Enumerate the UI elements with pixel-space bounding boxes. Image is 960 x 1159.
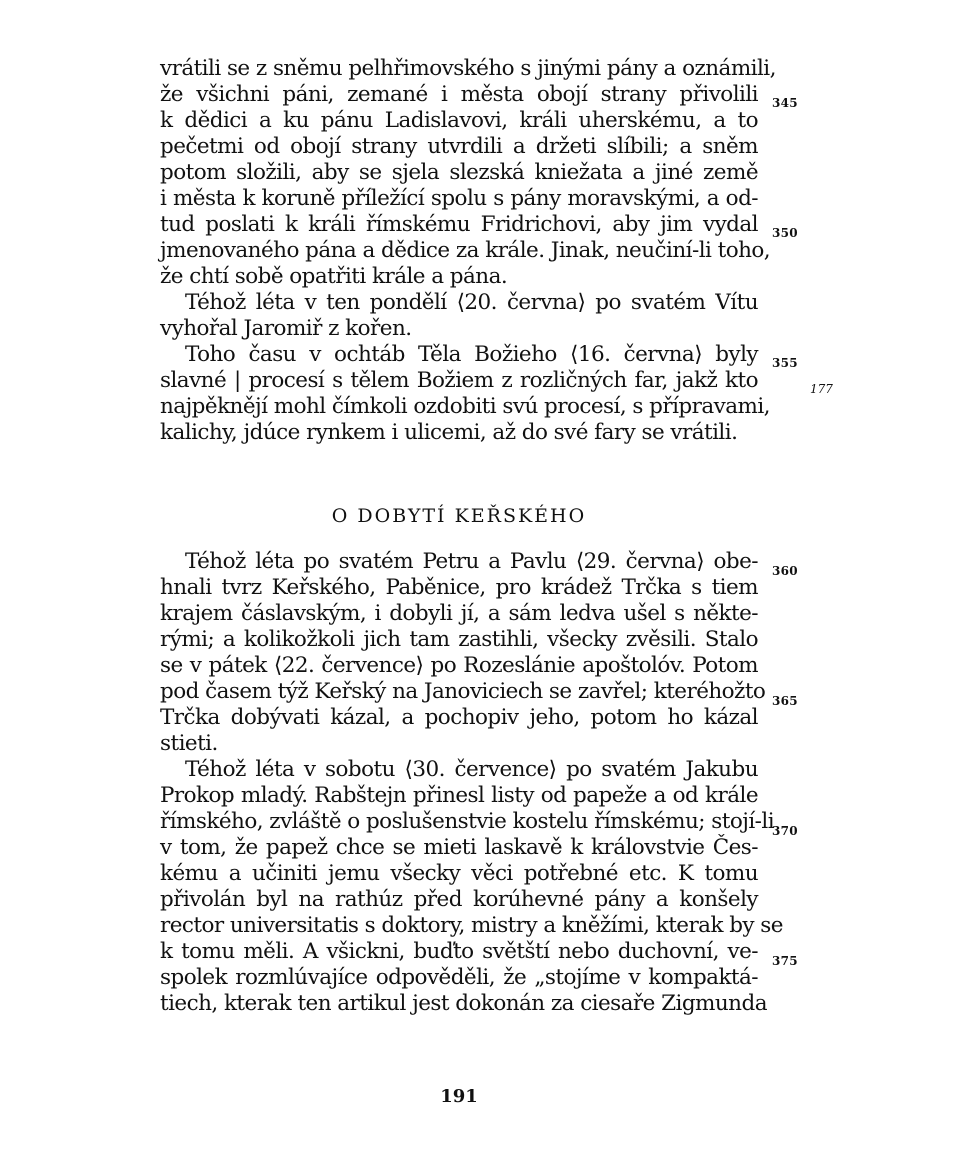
text-line: římského, zvláště o poslušenstvie kostelu římskému; stojí-li [160, 809, 775, 834]
text-line: Toho času v ochtáb Těla Božieho ⟨16. června⟩ byly [185, 342, 758, 367]
text-line: krajem čáslavským, i dobyli jí, a sám ledva ušel s někte- [160, 601, 758, 626]
text-line: jmenovaného pána a dědice za krále. Jinak, neučiní-li toho, [160, 238, 771, 263]
line-number: 365 [772, 694, 798, 708]
text-line: vrátili se z sněmu pelhřimovského s jinými pány a oznámili, [160, 56, 776, 81]
text-line: přivolán byl na rathúz před korúhevné pány a konšely [160, 887, 758, 912]
folio-marker: 177 [810, 382, 833, 396]
text-line: rými; a kolikožkoli jich tam zastihli, všecky zvěsili. Stalo [160, 627, 758, 652]
text-line: k tomu měli. A všickni, buďto světští nebo duchovní, ve- [160, 939, 758, 964]
line-number: 360 [772, 564, 798, 578]
line-number: 345 [772, 96, 798, 110]
text-line: stieti. [160, 731, 218, 756]
text-line: Téhož léta v ten pondělí ⟨20. června⟩ po svatém Vítu [185, 290, 758, 315]
text-line: tiech, kterak ten artikul jest dokonán za ciesaře Zigmunda [160, 991, 767, 1016]
text-line: že všichni páni, zemané i města obojí strany přivolili [160, 82, 758, 107]
line-number: 355 [772, 356, 798, 370]
text-line: pod časem týž Keřský na Janoviciech se zavřel; kteréhožto [160, 679, 766, 704]
text-line: rector universitatis s doktory, mistry a kněžími, kterak by se [160, 913, 783, 938]
text-line: že chtí sobě opatřiti krále a pána. [160, 264, 508, 289]
text-line: i města k koruně příležící spolu s pány moravskými, a od- [160, 186, 758, 211]
text-line: potom složili, aby se sjela slezská kniežata a jiné země [160, 160, 758, 185]
line-number: 350 [772, 226, 798, 240]
text-line: Téhož léta v sobotu ⟨30. července⟩ po svatém Jakubu [185, 757, 758, 782]
section-heading: O DOBYTÍ KEŘSKÉHO [331, 505, 587, 527]
text-line: hnali tvrz Keřského, Paběnice, pro krádež Trčka s tiem [160, 575, 758, 600]
text-line: k dědici a ku pánu Ladislavovi, králi uherskému, a to [160, 108, 758, 133]
text-line: kému a učiniti jemu všecky věci potřebné etc. K tomu [160, 861, 758, 886]
line-number: 375 [772, 954, 798, 968]
line-number: 370 [772, 824, 798, 838]
text-line: vyhořal Jaromiř z kořen. [160, 316, 412, 341]
text-line: Trčka dobývati kázal, a pochopiv jeho, potom ho kázal [160, 705, 758, 730]
page-number: 191 [440, 1086, 478, 1107]
text-line: spolek rozmlúvajíce odpověděli, že „stojíme v kompaktá- [160, 965, 758, 990]
text-line: Téhož léta po svatém Petru a Pavlu ⟨29. června⟩ obe- [185, 549, 758, 574]
text-line: se v pátek ⟨22. července⟩ po Rozeslánie apoštolóv. Potom [160, 653, 758, 678]
text-line: v tom, že papež chce se mieti laskavě k královstvie Čes- [160, 835, 758, 860]
text-line: najpěknějí mohl čímkoli ozdobiti svú procesí, s přípravami, [160, 394, 770, 419]
text-line: tud poslati k králi římskému Fridrichovi, aby jim vydal [160, 212, 758, 237]
text-line: pečetmi od obojí strany utvrdili a držeti slíbili; a sněm [160, 134, 758, 159]
text-line: Prokop mladý. Rabštejn přinesl listy od papeže a od krále [160, 783, 758, 808]
text-line: kalichy, jdúce rynkem i ulicemi, až do své fary se vrátili. [160, 420, 738, 445]
text-line: slavné | procesí s tělem Božiem z rozličných far, jakž kto [160, 368, 758, 393]
